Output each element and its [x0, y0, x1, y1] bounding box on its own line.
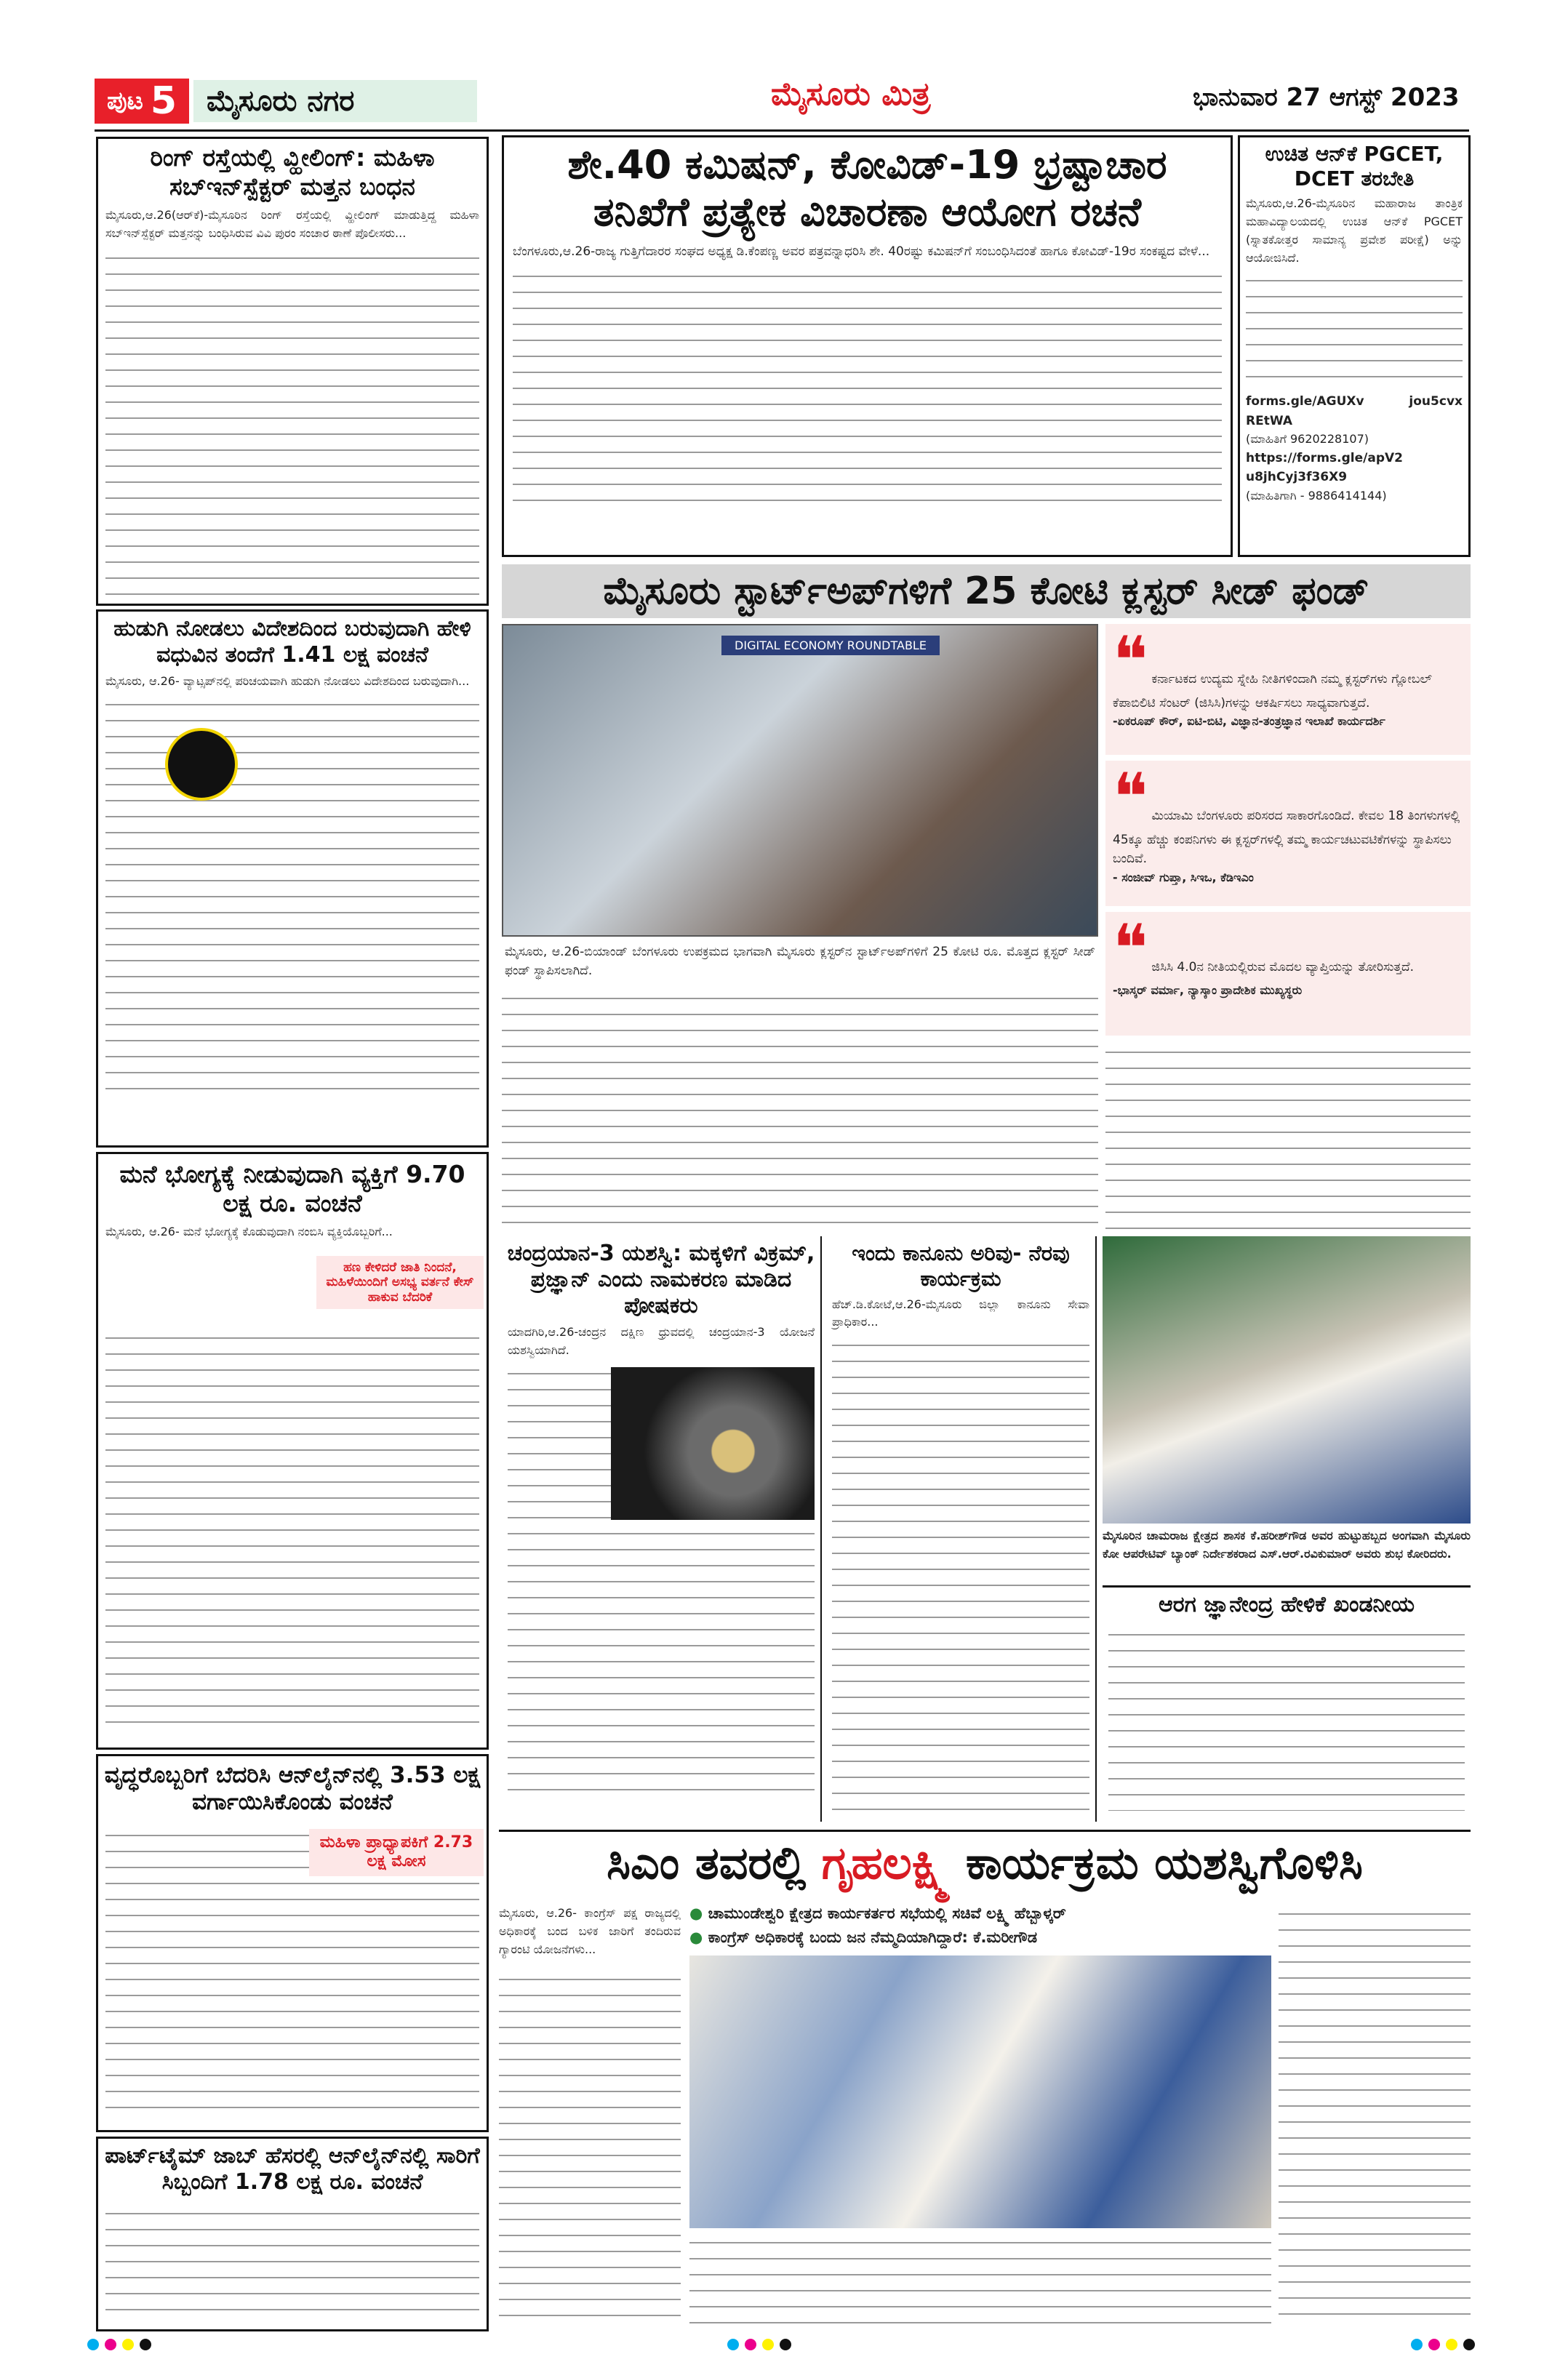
pgcet-phone-2: (ಮಾಹಿತಿಗಾಗಿ - 9886414144) — [1246, 488, 1387, 503]
story-bride — [96, 609, 489, 1148]
section-title: ಮೈಸೂರು ನಗರ — [193, 80, 477, 122]
story-body-text — [105, 695, 479, 1102]
story-pgcet — [1238, 135, 1471, 557]
startup-lead: ಮೈಸೂರು, ಆ.26-ಬಿಯಾಂಡ್ ಬೆಂಗಳೂರು ಉಪಕ್ರಮದ ಭಾಗವಾಗಿ ಮೈಸೂರು ಕ್ಲಸ್ಟರ್‌ನ ಸ್ಟಾರ್ಟ್‌ಅಪ್‌ಗಳಿಗೆ 25 ಕೋಟಿ ರೂ. ಮೊತ್ತದ ಕ್ಲಸ್ಟರ್ ಸೀಡ್ ಫಂಡ್ ಸ್ಥಾಪಿಸಲಾಗಿದೆ. — [505, 945, 1095, 979]
print-color-marks-center — [727, 2339, 797, 2353]
lander-photo — [611, 1367, 815, 1520]
bullet-1: ಚಾಮುಂಡೇಶ್ವರಿ ಕ್ಷೇತ್ರದ ಕಾರ್ಯಕರ್ತರ ಸಭೆಯಲ್ಲಿ ಸಚಿವೆ ಲಕ್ಷ್ಮಿ ಹೆಬ್ಬಾಳ್ಕರ್ — [708, 1905, 1066, 1922]
story-legal — [826, 1236, 1097, 1822]
story-body-text — [499, 1970, 681, 2326]
story-headline: ಆರಗ ಜ್ಞಾನೇಂದ್ರ ಹೇಳಿಕೆ ಖಂಡನೀಯ — [1158, 1592, 1415, 1617]
story-headline: ಪಾರ್ಟ್‌ಟೈಮ್ ಜಾಬ್ ಹೆಸರಲ್ಲಿ ಆನ್‌ಲೈನ್‌ನಲ್ಲಿ ಸಾರಿಗೆ ಸಿಬ್ಬಂದಿಗೆ 1.78 ಲಕ್ಷ ರೂ. ವಂಚನೆ — [105, 2143, 480, 2195]
story-gruhalakshmi — [499, 1830, 1471, 2331]
photo-caption: ಮೈಸೂರಿನ ಚಾಮರಾಜ ಕ್ಷೇತ್ರದ ಶಾಸಕ ಕೆ.ಹರೀಶ್‌ಗೌಡ ಅವರ ಹುಟ್ಟುಹಬ್ಬದ ಅಂಗವಾಗಿ ಮೈಸೂರು ಕೋ ಆಪರೇಟಿವ್ ಬ್ಯಾಂಕ್ ನಿರ್ದೇಶಕರಾದ ಎಸ್.ಆರ್.ರವಿಕುಮಾರ್ ಅವರು ಶುಭ ಕೋರಿದರು. — [1103, 1529, 1471, 1561]
story-callout: ಹಣ ಕೇಳಿದರೆ ಜಾತಿ ನಿಂದನೆ, ಮಹಿಳೆಯಿಂದಿಗೆ ಅಸಭ್ಯ ವರ್ತನೆ ಕೇಸ್ ಹಾಕುವ ಬೆದರಿಕೆ — [316, 1256, 484, 1309]
startup-body-text — [502, 989, 1098, 1229]
story-elder — [96, 1754, 489, 2132]
story-lead: ಮೈಸೂರು, ಆ.26- ಮನೆ ಭೋಗ್ಯಕ್ಕೆ ಕೊಡುವುದಾಗಿ ನಂಬಿಸಿ ವ್ಯಕ್ತಿಯೊಬ್ಬರಿಗೆ... — [105, 1225, 393, 1239]
story-body-text-right — [1279, 1905, 1471, 2326]
headline-part-2: ಗೃಹಲಕ್ಷ್ಮಿ — [821, 1836, 951, 1889]
story-body-text — [105, 2204, 479, 2313]
bullet-2: ಕಾಂಗ್ರೆಸ್ ಅಧಿಕಾರಕ್ಕೆ ಬಂದು ಜನ ನೆಮ್ಮದಿಯಾಗಿದ್ದಾರೆ: ಕೆ.ಮರೀಗೌಡ — [708, 1928, 1038, 1946]
story-body-text — [513, 267, 1222, 507]
page-number: 5 — [150, 79, 177, 123]
story-lead-commission — [502, 135, 1233, 557]
startup-quote-1 — [1105, 624, 1471, 755]
story-headline: ಚಂದ್ರಯಾನ-3 ಯಶಸ್ವಿ: ಮಕ್ಕಳಿಗೆ ವಿಕ್ರಮ್, ಪ್ರಜ್ಞಾನ್ ಎಂದು ನಾಮಕರಣ ಮಾಡಿದ ಪೋಷಕರು — [507, 1241, 815, 1318]
quote-text: ಜಿಸಿಸಿ 4.0ನ ನೀತಿಯಲ್ಲಿರುವ ಮೊದಲ ವ್ಯಾಪ್ತಿಯನ್ನು ತೋರಿಸುತ್ತದೆ. — [1151, 960, 1415, 974]
quote-text: ಮಿಯಾಮಿ ಬೆಂಗಳೂರು ಪರಿಸರದ ಸಾಕಾರಗೊಂಡಿದೆ. ಕೇವಲ 18 ತಿಂಗಳುಗಳಲ್ಲಿ 45ಕ್ಕೂ ಹೆಚ್ಚು ಕಂಪನಿಗಳು ಈ ಕ್ಲಸ್ಟರ್‌ಗಳಲ್ಲಿ ತಮ್ಮ ಕಾರ್ಯಚಟುವಟಿಕೆಗಳನ್ನು ಸ್ಥಾಪಿಸಲು ಬಂದಿವೆ. — [1113, 809, 1460, 867]
story-headline: ರಿಂಗ್ ರಸ್ತೆಯಲ್ಲಿ ವ್ಹೀಲಿಂಗ್: ಮಹಿಳಾ ಸಬ್‌ಇನ್‌ಸ್ಪೆಕ್ಟರ್ ಮತ್ತನ ಬಂಧನ — [150, 143, 435, 201]
story-headline: ಉಚಿತ ಆನ್‌ಕೆ PGCET, DCET ತರಬೇತಿ — [1265, 142, 1444, 191]
startup-photo — [502, 624, 1098, 937]
quote-mark-icon: ❝ — [1113, 622, 1148, 699]
quote-text: ಕರ್ನಾಟಕದ ಉದ್ಯಮ ಸ್ನೇಹಿ ನೀತಿಗಳಿಂದಾಗಿ ನಮ್ಮ ಕ್ಲಸ್ಟರ್‌ಗಳು ಗ್ಲೋಬಲ್ ಕೆಪಾಬಿಲಿಟಿ ಸೆಂಟರ್ (ಜಿಸಿಸಿ)ಗಳನ್ನು ಆಕರ್ಷಿಸಲು ಸಾಧ್ಯವಾಗುತ್ತದೆ. — [1113, 672, 1432, 710]
story-callout: ಮಹಿಳಾ ಪ್ರಾಧ್ಯಾಪಕಿಗೆ 2.73 ಲಕ್ಷ ಮೋಸ — [309, 1829, 484, 1876]
dateline: ಭಾನುವಾರ 27 ಆಗಸ್ಟ್ 2023 — [1193, 83, 1460, 112]
print-color-marks-right — [1411, 2339, 1481, 2353]
story-bullets — [689, 1902, 1271, 1949]
story-lead: ಮೈಸೂರು,ಆ.26-ಮೈಸೂರಿನ ಮಹಾರಾಜ ತಾಂತ್ರಿಕ ಮಹಾವಿದ್ಯಾಲಯದಲ್ಲಿ ಉಚಿತ ಆನ್‌ಕೆ PGCET (ಸ್ನಾತಕೋತ್ತರ ಸಾಮಾನ್ಯ ಪ್ರವೇಶ ಪರೀಕ್ಷೆ) ಅನ್ನು ಆಯೋಜಿಸಿದೆ. — [1246, 196, 1463, 265]
photo-banner: DIGITAL ECONOMY ROUNDTABLE — [721, 636, 940, 655]
story-body-text — [105, 1329, 479, 1736]
print-color-marks — [87, 2339, 157, 2353]
story-lead: ಹೆಚ್.ಡಿ.ಕೋಟೆ,ಆ.26-ಮೈಸೂರು ಜಿಲ್ಲಾ ಕಾನೂನು ಸೇವಾ ಪ್ರಾಧಿಕಾರ... — [832, 1297, 1089, 1329]
pgcet-link-2[interactable]: https://forms.gle/apV2 u8jhCyj3f36X9 — [1246, 450, 1403, 485]
story-headline: ಹುಡುಗಿ ನೋಡಲು ವಿದೇಶದಿಂದ ಬರುವುದಾಗಿ ಹೇಳಿ ವಧುವಿನ ತಂದೆಗೆ 1.41 ಲಕ್ಷ ವಂಚನೆ — [113, 616, 471, 668]
pgcet-link-1[interactable]: forms.gle/AGUXv jou5cvx REtWA — [1246, 394, 1463, 428]
story-parttime — [96, 2137, 489, 2331]
story-lead: ಬೆಂಗಳೂರು,ಆ.26-ರಾಜ್ಯ ಗುತ್ತಿಗೆದಾರರ ಸಂಘದ ಅಧ್ಯಕ್ಷ ಡಿ.ಕೆಂಪಣ್ಣ ಅವರ ಪತ್ರವನ್ನಾಧರಿಸಿ ಶೇ. 40ರಷ್ಟು ಕಮಿಷನ್‌ಗೆ ಸಂಬಂಧಿಸಿದಂತೆ ಹಾಗೂ ಕೋವಿಡ್-19ರ ಸಂಕಷ್ಟದ ವೇಳೆ... — [513, 244, 1210, 259]
story-lead: ಯಾದಗಿರಿ,ಆ.26-ಚಂದ್ರನ ದಕ್ಷಿಣ ಧ್ರುವದಲ್ಲಿ ಚಂದ್ರಯಾನ-3 ಯೋಜನೆ ಯಶಸ್ವಿಯಾಗಿದೆ. — [508, 1325, 815, 1357]
masthead: ಮೈಸೂರು ಮಿತ್ರ — [771, 76, 931, 113]
startup-quote-3 — [1105, 912, 1471, 1036]
story-body-text — [1108, 1625, 1465, 1811]
bullet-icon: ● — [689, 1905, 703, 1922]
story-headline-line2: ತನಿಖೆಗೆ ಪ್ರತ್ಯೇಕ ವಿಚಾರಣಾ ಆಯೋಗ ರಚನೆ — [593, 188, 1142, 235]
quote-author: -ಏಕರೂಪ್ ಕೌರ್, ಐಟಿ-ಬಿಟಿ, ವಿಜ್ಞಾನ-ತಂತ್ರಜ್ಞಾನ ಇಲಾಖೆ ಕಾರ್ಯದರ್ಶಿ — [1113, 714, 1385, 729]
story-ring-road — [96, 137, 489, 606]
story-headline: ವೃದ್ಧರೊಬ್ಬರಿಗೆ ಬೆದರಿಸಿ ಆನ್‌ಲೈನ್‌ನಲ್ಲಿ 3.53 ಲಕ್ಷ ವರ್ಗಾಯಿಸಿಕೊಂಡು ವಂಚನೆ — [104, 1762, 481, 1816]
pgcet-phone-1: (ಮಾಹಿತಿಗೆ 9620228107) — [1246, 432, 1369, 447]
page-number-badge — [95, 79, 189, 124]
story-chandrayaan — [502, 1236, 822, 1822]
story-headline: ಮನೆ ಭೋಗ್ಯಕ್ಕೆ ನೀಡುವುದಾಗಿ ವ್ಯಕ್ತಿಗೆ 9.70 ಲಕ್ಷ ರೂ. ವಂಚನೆ — [119, 1160, 465, 1217]
story-startup-headline: ಮೈಸೂರು ಸ್ಟಾರ್ಟ್‌ಅಪ್‌ಗಳಿಗೆ 25 ಕೋಟಿ ಕ್ಲಸ್ಟರ್ ಸೀಡ್ ಫಂಡ್ — [502, 564, 1471, 618]
story-araga — [1103, 1585, 1471, 1822]
quote-author: -ಭಾಸ್ಕರ್ ವರ್ಮಾ, ನ್ಯಾಸ್ಕಾಂ ಪ್ರಾದೇಶಿಕ ಮುಖ್ಯಸ್ಥರು — [1113, 983, 1303, 997]
headline-part-3: ಕಾರ್ಯಕ್ರಮ ಯಶಸ್ವಿಗೊಳಿಸಿ — [965, 1836, 1363, 1889]
quote-author: - ಸಂಜೀವ್ ಗುಪ್ತಾ, ಸಿಇಒ, ಕೆಡಿಇಎಂ — [1113, 870, 1254, 884]
bullet-icon: ● — [689, 1928, 703, 1946]
startup-quote-2 — [1105, 761, 1471, 906]
story-body-text-lower — [689, 2233, 1271, 2326]
story-headline: ಇಂದು ಕಾನೂನು ಅರಿವು- ನೆರವು ಕಾರ್ಯಕ್ರಮ — [852, 1241, 1070, 1291]
quote-mark-icon: ❝ — [1113, 910, 1148, 987]
story-body-text — [832, 1336, 1089, 1816]
story-lead: ಮೈಸೂರು, ಆ.26- ಕಾಂಗ್ರೆಸ್ ಪಕ್ಷ ರಾಜ್ಯದಲ್ಲಿ ಅಧಿಕಾರಕ್ಕೆ ಬಂದ ಬಳಿಕ ಜಾರಿಗೆ ತಂದಿರುವ ಗ್ಯಾರಂಟಿ ಯೋಜನೆಗಳು... — [499, 1906, 681, 1956]
page-label: ಪುಟ — [106, 87, 143, 116]
story-body-text — [1246, 271, 1463, 388]
story-body-text — [105, 249, 479, 598]
story-headline — [499, 1832, 1471, 1890]
gruhalakshmi-photo — [689, 1955, 1271, 2228]
birthday-photo — [1103, 1236, 1471, 1524]
story-headline-line1: ಶೇ.40 ಕಮಿಷನ್, ಕೋವಿಡ್-19 ಭ್ರಷ್ಟಾಚಾರ — [567, 142, 1167, 188]
fraud-badge-icon — [165, 728, 238, 801]
story-home-rent — [96, 1152, 489, 1750]
headline-part-1: ಸಿಎಂ ತವರಲ್ಲಿ — [607, 1836, 807, 1889]
story-lead: ಮೈಸೂರು,ಆ.26(ಆರ್‌ಕೆ)-ಮೈಸೂರಿನ ರಿಂಗ್ ರಸ್ತೆಯಲ್ಲಿ ವ್ಹೀಲಿಂಗ್ ಮಾಡುತ್ತಿದ್ದ ಮಹಿಳಾ ಸಬ್‌ಇನ್‌ಸ್ಪೆಕ್ಟರ್ ಮತ್ತನನ್ನು ಬಂಧಿಸಿರುವ ವಿವಿ ಪುರಂ ಸಂಚಾರ ಠಾಣೆ ಪೊಲೀಸರು... — [105, 208, 479, 240]
quote-mark-icon: ❝ — [1113, 759, 1148, 836]
story-lead: ಮೈಸೂರು, ಆ.26- ವ್ಯಾಟ್ಸಪ್‌ನಲ್ಲಿ ಪರಿಚಯವಾಗಿ ಹುಡುಗಿ ನೋಡಲು ವಿದೇಶದಿಂದ ಬರುವುದಾಗಿ... — [105, 674, 470, 688]
header-rule — [95, 129, 1469, 132]
startup-side-text — [1105, 1043, 1471, 1229]
